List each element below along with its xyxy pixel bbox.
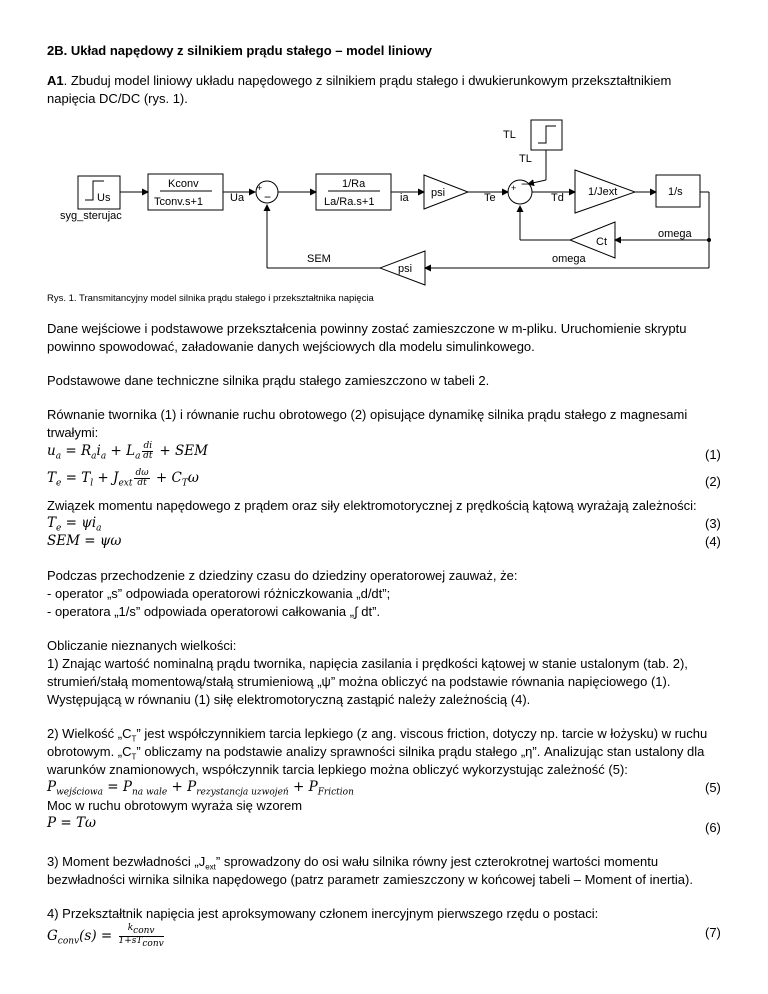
equation-4: SEM = ψω [47, 533, 122, 549]
eq2-frac-bot: dt [137, 478, 147, 488]
para4: Związek momentu napędowego z prądem oraz siły elektromotorycznej z prędkością kątową wyrażają zależności: [47, 498, 697, 513]
para7-line2: obrotowym. $„C_T$” obliczamy na podstawie analizy sprawności silnika prądu stałego „η”. Analizując stan ustalony dla [47, 744, 705, 762]
conv-den: Tconv.s+1 [154, 196, 204, 208]
para1-line1: Dane wejściowe i podstawowe przekształcenia powinny zostać zamieszczone w m-pliku. Uruchomienie skryptu [47, 321, 687, 336]
psi-label: psi [431, 187, 446, 199]
te-label: Te [484, 192, 496, 204]
para10: 4) Przekształtnik napięcia jest aproksymowany członem inercyjnym pierwszego rzędu o postaci: [47, 906, 599, 921]
p9-l1b: ” sprowadzony do osi wału silnika równy jest czterokrotnej wartości momentu [215, 854, 659, 869]
equation-6: P = Tω [47, 815, 96, 831]
equation-2: $T_e = T_l + J_{ext}$ $\frac{d\omega}{dt}$ + $C_T\omega$ [47, 468, 199, 489]
sum2-plus: + [511, 183, 517, 193]
arm-num: 1/Ra [342, 178, 366, 190]
simulink-diagram [0, 0, 768, 300]
para8: Moc w ruchu obrotowym wyraża się wzorem [47, 798, 303, 813]
eq6-number: (6) [705, 820, 721, 835]
figure-caption: Rys. 1. Transmitancyjny model silnika prądu stałego i przekształtnika napięcia [47, 293, 374, 304]
td-label: Td [551, 192, 564, 204]
us-label: Us [97, 192, 111, 204]
doc-title: 2B. Układ napędowy z silnikiem prądu stałego – model liniowy [47, 43, 433, 58]
psi-sem-label: psi [398, 263, 413, 275]
integrator-label: 1/s [668, 186, 683, 198]
p9-l1a: 3) Moment bezwładności „J [47, 854, 206, 869]
para1-line2: powinno spowodować, załadowanie danych wejściowych dla modelu simulinkowego. [47, 339, 535, 354]
source-name: syg_sterujac [60, 210, 122, 222]
tl-step-icon [538, 126, 556, 143]
sum2-minus: − [521, 177, 529, 191]
para5-line2: - operator „s” odpowiada operatorowi różniczkowania „d/dt”; [47, 586, 391, 601]
para5-line1: Podczas przechodzenie z dziedziny czasu do dziedziny operatorowej zauważ, że: [47, 568, 518, 583]
p7-l1a: 2) Wielkość „C [47, 726, 132, 741]
equation-1: $u_a = R_ai_a + L_a$ $\frac{di}{dt}$ + SEM [47, 441, 208, 462]
omega-label-1: omega [658, 228, 692, 240]
tl-signal-label: TL [519, 153, 532, 165]
p7-l2a: obrotowym. „C [47, 744, 132, 759]
p7-l1b: ” jest współczynnikiem tarcia lepkiego (z ang. viscous friction, dotyczy np. tarcie w łożysku) w ruchu [136, 726, 708, 741]
task-label: A1 [47, 73, 64, 88]
equation-3: $T_e = \psi i_a$ [47, 515, 102, 534]
task-text-1: . Zbuduj model liniowy układu napędowego z silnikiem prądu stałego i dwukierunkowym przekształtnikiem [63, 73, 672, 88]
ia-label: ia [400, 192, 409, 204]
eq7-number: (7) [705, 925, 721, 940]
sum1-plus: + [257, 183, 263, 193]
para3-line1: Równanie twornika (1) i równanie ruchu obrotowego (2) opisujące dynamikę silnika prądu stałego z magnesami [47, 407, 688, 422]
para6-line3: strumień/stałą momentową/stałą strumieniową „ψ” można obliczyć na podstawie równania napięciowego (1). [47, 674, 671, 689]
equation-7: $G_{conv}(s)$ = $\frac{k_{conv}}{1+sT_{conv}}$ [47, 923, 164, 949]
omega-label-2: omega [552, 253, 586, 265]
para9-line2: bezwładności wirnika silnika napędowego (patrz parametr zamieszczony w końcowej tabeli – Moment of inertia). [47, 872, 693, 887]
para2: Podstawowe dane techniczne silnika prądu stałego zamieszczono w tabeli 2. [47, 373, 490, 388]
ct-label: Ct [596, 236, 607, 248]
sem-label: SEM [307, 253, 331, 265]
para6-line4: Występującą w równaniu (1) siłę elektromotoryczną zastąpić należy zależnością (4). [47, 692, 531, 707]
eq2-number: (2) [705, 474, 721, 489]
eq5-number: (5) [705, 780, 721, 795]
para7-line3: warunków znamionowych, współczynnik tarcia lepkiego można obliczyć wykorzystując zależność (5): [47, 762, 628, 777]
tl-block-label: TL [503, 129, 516, 141]
conv-num: Kconv [168, 178, 199, 190]
eq2-frac-top: dω [135, 468, 149, 478]
para3-line2: trwałymi: [47, 425, 99, 440]
ua-label: Ua [230, 192, 245, 204]
arm-den: La/Ra.s+1 [324, 196, 375, 208]
equation-5: $P_{wejściowa} = P_{na wale} + P_{rezystancja uzwojeń} + P_{Friction}$ [47, 779, 354, 798]
para9-line1: 3) Moment bezwładności $„J_{ext}$” sprowadzony do osi wału silnika równy jest czterokrotnej wartości momentu [47, 854, 659, 872]
para6-line2: 1) Znając wartość nominalną prądu twornika, napięcia zasilania i prędkości kątowej w stanie ustalonym (tab. 2), [47, 656, 688, 671]
eq1-frac-bot: dt [143, 451, 153, 461]
para6-line1: Obliczanie nieznanych wielkości: [47, 638, 237, 653]
eq3-number: (3) [705, 516, 721, 531]
para7-line1: 2) Wielkość $„C_T$” jest współczynnikiem tarcia lepkiego (z ang. viscous friction, dotyczy np. tarcie w łożysku) w ruchu [47, 726, 708, 744]
para5-line3: - operatora „1/s” odpowiada operatorowi całkowania „∫ dt”. [47, 604, 381, 619]
p7-l2b: ” obliczamy na podstawie analizy sprawności silnika prądu stałego „η”. Analizując stan ustalony dla [136, 744, 705, 759]
eq1-frac-top: di [143, 441, 153, 451]
eq4-number: (4) [705, 534, 721, 549]
task-line-2: napięcia DC/DC (rys. 1). [47, 91, 188, 106]
sum1-minus: − [264, 190, 272, 204]
inertia-label: 1/Jext [588, 186, 618, 198]
eq1-number: (1) [705, 447, 721, 462]
